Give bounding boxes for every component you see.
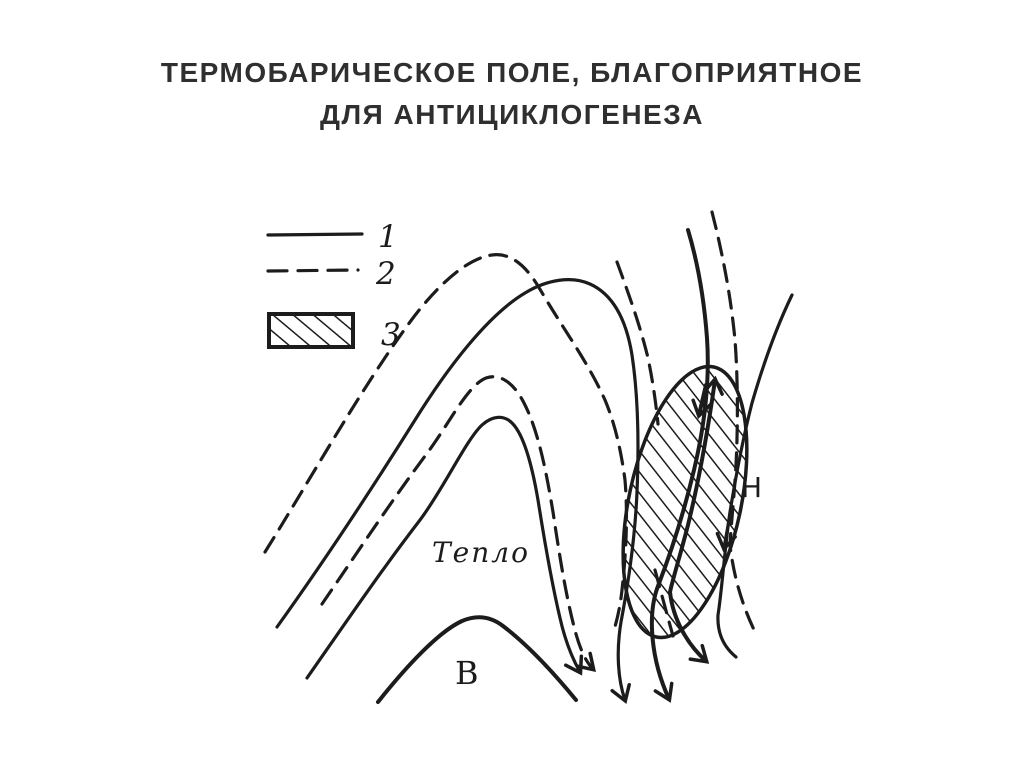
legend-item-2-label: 2 [376,256,396,292]
legend-hatched-area-sample [269,314,353,347]
high-center-label: В [455,654,479,692]
legend-solid-line-sample [268,234,362,235]
figure-title-line1: ТЕРМОБАРИЧЕСКОЕ ПОЛЕ, БЛАГОПРИЯТНОЕ [160,57,864,88]
figure-title-line2: ДЛЯ АНТИЦИКЛОГЕНЕЗА [320,99,704,130]
warm-area-label: Тепло [432,536,530,569]
legend-dashed-line-sample [268,270,358,271]
legend [268,219,401,353]
low-center-label: Н [741,471,763,504]
legend-item-1-label: 1 [378,219,398,255]
isotherm-outer-dashed [265,255,626,630]
legend-item-3-label: 3 [381,317,401,353]
